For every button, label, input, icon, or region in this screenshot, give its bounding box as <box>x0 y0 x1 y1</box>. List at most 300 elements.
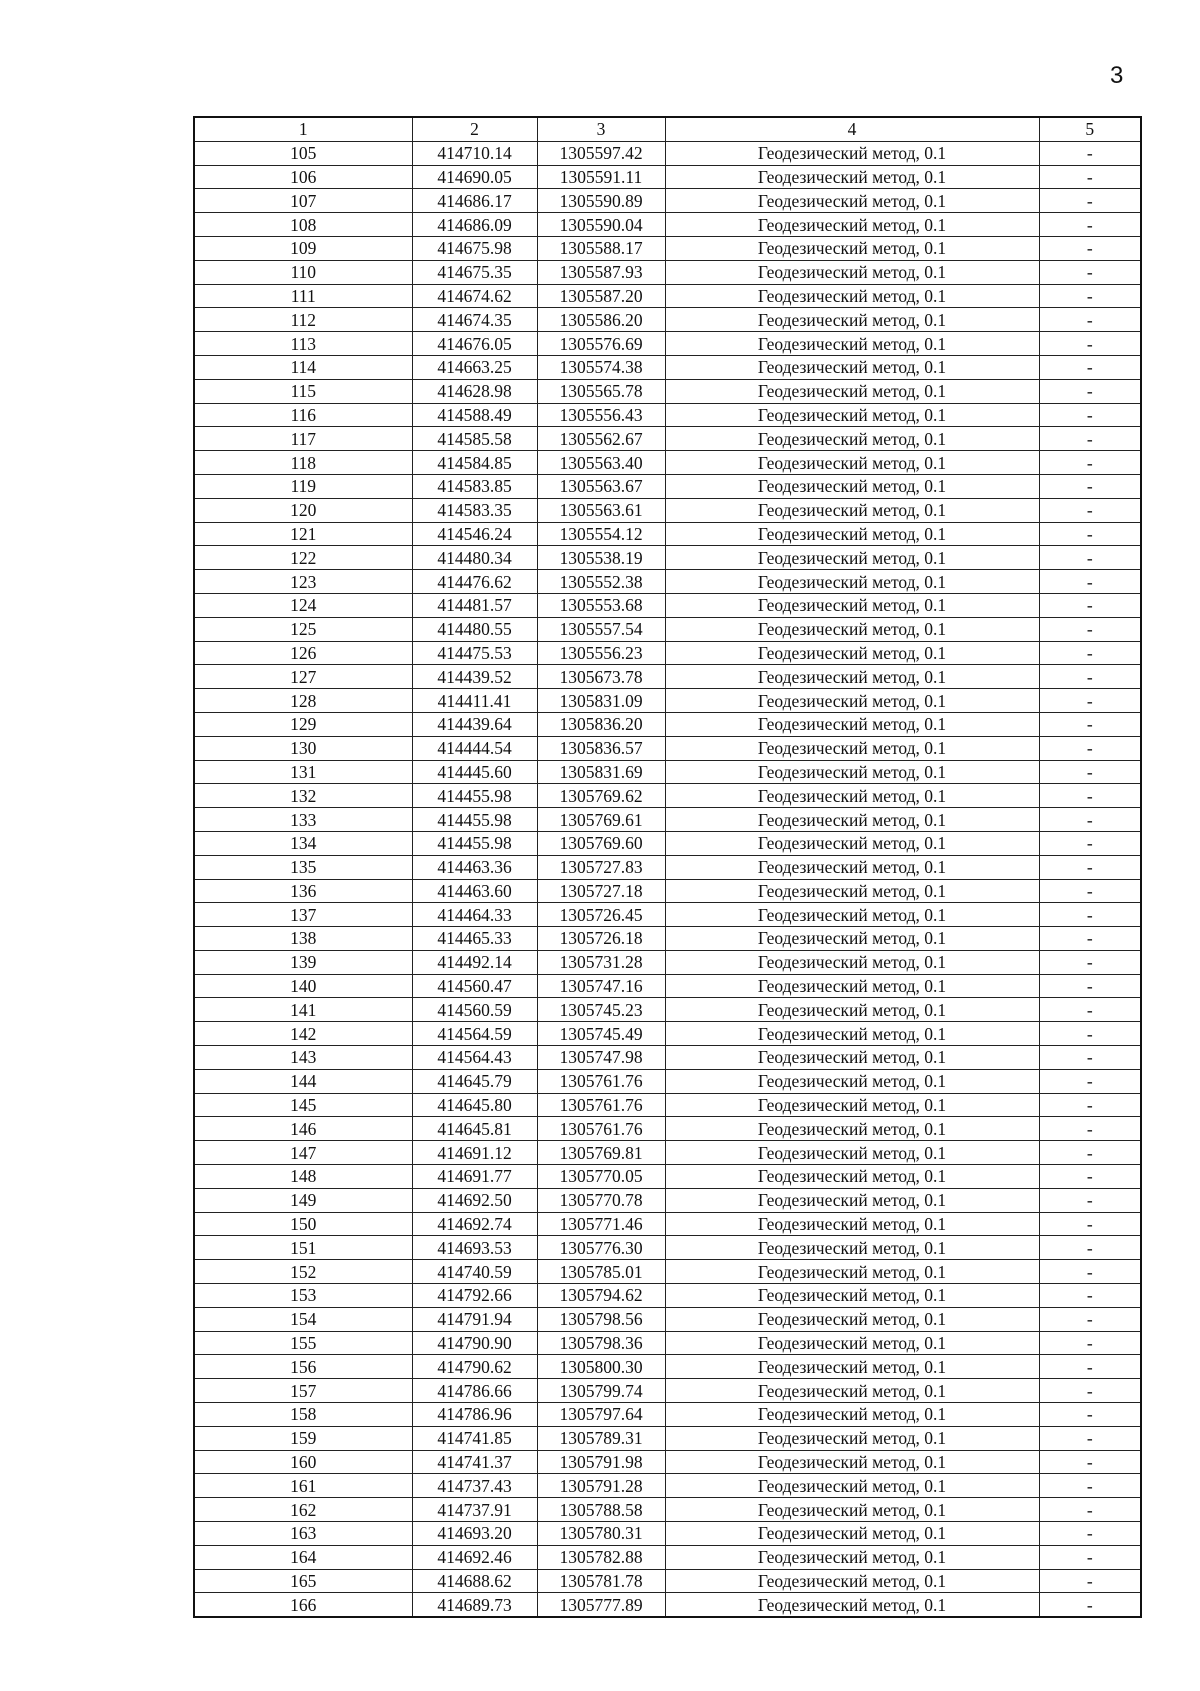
cell-description: - <box>1039 855 1141 879</box>
cell-description: - <box>1039 1212 1141 1236</box>
cell-description: - <box>1039 570 1141 594</box>
cell-method: Геодезический метод, 0.1 <box>665 308 1039 332</box>
cell-y: 1305563.40 <box>537 451 665 475</box>
cell-method: Геодезический метод, 0.1 <box>665 1069 1039 1093</box>
cell-point-number: 135 <box>194 855 412 879</box>
cell-x: 414692.46 <box>412 1545 537 1569</box>
table-row <box>194 522 1141 546</box>
table-row <box>194 1307 1141 1331</box>
cell-method: Геодезический метод, 0.1 <box>665 570 1039 594</box>
cell-point-number: 148 <box>194 1165 412 1189</box>
cell-method: Геодезический метод, 0.1 <box>665 1331 1039 1355</box>
cell-y: 1305761.76 <box>537 1069 665 1093</box>
cell-point-number: 113 <box>194 332 412 356</box>
cell-y: 1305791.98 <box>537 1450 665 1474</box>
cell-x: 414411.41 <box>412 689 537 713</box>
cell-y: 1305836.20 <box>537 712 665 736</box>
cell-description: - <box>1039 1069 1141 1093</box>
cell-description: - <box>1039 1117 1141 1141</box>
cell-description: - <box>1039 1450 1141 1474</box>
cell-y: 1305780.31 <box>537 1522 665 1546</box>
cell-method: Геодезический метод, 0.1 <box>665 712 1039 736</box>
table-row <box>194 1117 1141 1141</box>
table-row <box>194 1284 1141 1308</box>
cell-y: 1305565.78 <box>537 379 665 403</box>
cell-y: 1305727.18 <box>537 879 665 903</box>
table-row <box>194 1498 1141 1522</box>
cell-method: Геодезический метод, 0.1 <box>665 1165 1039 1189</box>
cell-method: Геодезический метод, 0.1 <box>665 927 1039 951</box>
cell-description: - <box>1039 427 1141 451</box>
cell-x: 414492.14 <box>412 950 537 974</box>
cell-x: 414690.05 <box>412 165 537 189</box>
cell-description: - <box>1039 808 1141 832</box>
cell-y: 1305727.83 <box>537 855 665 879</box>
cell-point-number: 150 <box>194 1212 412 1236</box>
cell-y: 1305770.78 <box>537 1188 665 1212</box>
cell-method: Геодезический метод, 0.1 <box>665 546 1039 570</box>
cell-y: 1305770.05 <box>537 1165 665 1189</box>
page-number: 3 <box>1110 62 1124 89</box>
cell-y: 1305745.23 <box>537 998 665 1022</box>
cell-y: 1305552.38 <box>537 570 665 594</box>
header-cell-y: 3 <box>537 117 665 141</box>
cell-point-number: 143 <box>194 1046 412 1070</box>
cell-x: 414691.77 <box>412 1165 537 1189</box>
cell-point-number: 130 <box>194 736 412 760</box>
cell-x: 414588.49 <box>412 403 537 427</box>
cell-point-number: 114 <box>194 355 412 379</box>
cell-description: - <box>1039 522 1141 546</box>
table-row <box>194 1046 1141 1070</box>
table-row <box>194 165 1141 189</box>
table-row <box>194 641 1141 665</box>
cell-y: 1305556.43 <box>537 403 665 427</box>
cell-y: 1305776.30 <box>537 1236 665 1260</box>
cell-method: Геодезический метод, 0.1 <box>665 284 1039 308</box>
cell-point-number: 155 <box>194 1331 412 1355</box>
cell-method: Геодезический метод, 0.1 <box>665 1426 1039 1450</box>
cell-method: Геодезический метод, 0.1 <box>665 1450 1039 1474</box>
cell-point-number: 129 <box>194 712 412 736</box>
cell-point-number: 107 <box>194 189 412 213</box>
cell-x: 414792.66 <box>412 1284 537 1308</box>
cell-method: Геодезический метод, 0.1 <box>665 213 1039 237</box>
cell-method: Геодезический метод, 0.1 <box>665 427 1039 451</box>
coordinates-table <box>193 116 1142 1618</box>
cell-y: 1305800.30 <box>537 1355 665 1379</box>
cell-y: 1305563.61 <box>537 498 665 522</box>
cell-x: 414480.55 <box>412 617 537 641</box>
cell-x: 414455.98 <box>412 784 537 808</box>
cell-y: 1305771.46 <box>537 1212 665 1236</box>
cell-point-number: 105 <box>194 141 412 165</box>
table-row <box>194 927 1141 951</box>
table-row <box>194 308 1141 332</box>
cell-y: 1305563.67 <box>537 474 665 498</box>
cell-y: 1305586.20 <box>537 308 665 332</box>
table-row <box>194 1522 1141 1546</box>
cell-x: 414675.35 <box>412 260 537 284</box>
table-row <box>194 1450 1141 1474</box>
cell-description: - <box>1039 760 1141 784</box>
cell-method: Геодезический метод, 0.1 <box>665 974 1039 998</box>
cell-y: 1305781.78 <box>537 1569 665 1593</box>
cell-y: 1305791.28 <box>537 1474 665 1498</box>
cell-description: - <box>1039 641 1141 665</box>
table-row <box>194 855 1141 879</box>
cell-y: 1305794.62 <box>537 1284 665 1308</box>
cell-x: 414740.59 <box>412 1260 537 1284</box>
table-row <box>194 213 1141 237</box>
cell-x: 414475.53 <box>412 641 537 665</box>
cell-y: 1305588.17 <box>537 236 665 260</box>
cell-point-number: 133 <box>194 808 412 832</box>
cell-description: - <box>1039 260 1141 284</box>
table-row <box>194 998 1141 1022</box>
cell-y: 1305836.57 <box>537 736 665 760</box>
cell-y: 1305726.45 <box>537 903 665 927</box>
table-row <box>194 1260 1141 1284</box>
cell-method: Геодезический метод, 0.1 <box>665 1474 1039 1498</box>
cell-point-number: 160 <box>194 1450 412 1474</box>
cell-method: Геодезический метод, 0.1 <box>665 1212 1039 1236</box>
cell-method: Геодезический метод, 0.1 <box>665 165 1039 189</box>
header-cell-method: 4 <box>665 117 1039 141</box>
table-row <box>194 141 1141 165</box>
cell-y: 1305769.81 <box>537 1141 665 1165</box>
cell-y: 1305731.28 <box>537 950 665 974</box>
cell-x: 414439.52 <box>412 665 537 689</box>
cell-point-number: 111 <box>194 284 412 308</box>
table-row <box>194 260 1141 284</box>
cell-method: Геодезический метод, 0.1 <box>665 1022 1039 1046</box>
cell-point-number: 141 <box>194 998 412 1022</box>
cell-point-number: 162 <box>194 1498 412 1522</box>
cell-point-number: 128 <box>194 689 412 713</box>
cell-description: - <box>1039 879 1141 903</box>
cell-x: 414790.90 <box>412 1331 537 1355</box>
cell-x: 414455.98 <box>412 831 537 855</box>
cell-point-number: 138 <box>194 927 412 951</box>
cell-point-number: 121 <box>194 522 412 546</box>
cell-description: - <box>1039 974 1141 998</box>
cell-point-number: 139 <box>194 950 412 974</box>
table-row <box>194 593 1141 617</box>
table-row <box>194 760 1141 784</box>
cell-y: 1305798.56 <box>537 1307 665 1331</box>
cell-description: - <box>1039 1284 1141 1308</box>
cell-x: 414741.37 <box>412 1450 537 1474</box>
cell-y: 1305797.64 <box>537 1403 665 1427</box>
cell-y: 1305538.19 <box>537 546 665 570</box>
cell-y: 1305769.60 <box>537 831 665 855</box>
table-row <box>194 1331 1141 1355</box>
cell-y: 1305597.42 <box>537 141 665 165</box>
cell-x: 414645.81 <box>412 1117 537 1141</box>
cell-description: - <box>1039 1093 1141 1117</box>
cell-method: Геодезический метод, 0.1 <box>665 1188 1039 1212</box>
table-row <box>194 617 1141 641</box>
table-row <box>194 1355 1141 1379</box>
cell-method: Геодезический метод, 0.1 <box>665 665 1039 689</box>
table-body <box>194 141 1141 1617</box>
cell-description: - <box>1039 927 1141 951</box>
cell-x: 414444.54 <box>412 736 537 760</box>
table-row <box>194 1022 1141 1046</box>
cell-y: 1305782.88 <box>537 1545 665 1569</box>
cell-x: 414692.74 <box>412 1212 537 1236</box>
cell-description: - <box>1039 1046 1141 1070</box>
cell-description: - <box>1039 1236 1141 1260</box>
cell-description: - <box>1039 451 1141 475</box>
cell-method: Геодезический метод, 0.1 <box>665 332 1039 356</box>
cell-x: 414692.50 <box>412 1188 537 1212</box>
cell-description: - <box>1039 1141 1141 1165</box>
cell-point-number: 161 <box>194 1474 412 1498</box>
cell-x: 414564.59 <box>412 1022 537 1046</box>
cell-x: 414737.91 <box>412 1498 537 1522</box>
cell-point-number: 106 <box>194 165 412 189</box>
cell-description: - <box>1039 1474 1141 1498</box>
table-row <box>194 1212 1141 1236</box>
cell-x: 414583.35 <box>412 498 537 522</box>
cell-y: 1305576.69 <box>537 332 665 356</box>
table-row <box>194 403 1141 427</box>
cell-point-number: 154 <box>194 1307 412 1331</box>
cell-method: Геодезический метод, 0.1 <box>665 784 1039 808</box>
table-row <box>194 1379 1141 1403</box>
cell-point-number: 109 <box>194 236 412 260</box>
cell-x: 414480.34 <box>412 546 537 570</box>
cell-y: 1305831.69 <box>537 760 665 784</box>
cell-x: 414455.98 <box>412 808 537 832</box>
table-row <box>194 903 1141 927</box>
cell-x: 414546.24 <box>412 522 537 546</box>
cell-description: - <box>1039 1022 1141 1046</box>
cell-method: Геодезический метод, 0.1 <box>665 593 1039 617</box>
cell-method: Геодезический метод, 0.1 <box>665 474 1039 498</box>
cell-y: 1305553.68 <box>537 593 665 617</box>
cell-point-number: 126 <box>194 641 412 665</box>
cell-point-number: 112 <box>194 308 412 332</box>
cell-x: 414674.62 <box>412 284 537 308</box>
cell-y: 1305574.38 <box>537 355 665 379</box>
cell-point-number: 158 <box>194 1403 412 1427</box>
table-row <box>194 332 1141 356</box>
cell-x: 414645.79 <box>412 1069 537 1093</box>
cell-method: Геодезический метод, 0.1 <box>665 1403 1039 1427</box>
cell-x: 414741.85 <box>412 1426 537 1450</box>
cell-point-number: 123 <box>194 570 412 594</box>
table-row <box>194 1236 1141 1260</box>
cell-y: 1305745.49 <box>537 1022 665 1046</box>
cell-description: - <box>1039 712 1141 736</box>
table-row <box>194 1545 1141 1569</box>
cell-method: Геодезический метод, 0.1 <box>665 950 1039 974</box>
cell-y: 1305785.01 <box>537 1260 665 1284</box>
cell-method: Геодезический метод, 0.1 <box>665 831 1039 855</box>
cell-x: 414583.85 <box>412 474 537 498</box>
cell-x: 414786.96 <box>412 1403 537 1427</box>
cell-description: - <box>1039 1569 1141 1593</box>
cell-y: 1305798.36 <box>537 1331 665 1355</box>
cell-method: Геодезический метод, 0.1 <box>665 498 1039 522</box>
cell-point-number: 125 <box>194 617 412 641</box>
cell-description: - <box>1039 141 1141 165</box>
cell-method: Геодезический метод, 0.1 <box>665 855 1039 879</box>
cell-y: 1305769.61 <box>537 808 665 832</box>
cell-description: - <box>1039 903 1141 927</box>
cell-y: 1305769.62 <box>537 784 665 808</box>
cell-method: Геодезический метод, 0.1 <box>665 1236 1039 1260</box>
cell-method: Геодезический метод, 0.1 <box>665 1545 1039 1569</box>
cell-method: Геодезический метод, 0.1 <box>665 879 1039 903</box>
cell-y: 1305590.89 <box>537 189 665 213</box>
table-row <box>194 1188 1141 1212</box>
table-row <box>194 1569 1141 1593</box>
cell-point-number: 115 <box>194 379 412 403</box>
table-row <box>194 808 1141 832</box>
cell-description: - <box>1039 1403 1141 1427</box>
cell-description: - <box>1039 1355 1141 1379</box>
table-row <box>194 831 1141 855</box>
cell-method: Геодезический метод, 0.1 <box>665 736 1039 760</box>
cell-point-number: 149 <box>194 1188 412 1212</box>
header-row <box>194 117 1141 141</box>
cell-method: Геодезический метод, 0.1 <box>665 808 1039 832</box>
cell-method: Геодезический метод, 0.1 <box>665 1046 1039 1070</box>
cell-method: Геодезический метод, 0.1 <box>665 689 1039 713</box>
table-row <box>194 1474 1141 1498</box>
table-row <box>194 1093 1141 1117</box>
header-cell-x: 2 <box>412 117 537 141</box>
cell-y: 1305587.20 <box>537 284 665 308</box>
cell-x: 414463.60 <box>412 879 537 903</box>
cell-x: 414465.33 <box>412 927 537 951</box>
cell-y: 1305761.76 <box>537 1093 665 1117</box>
cell-description: - <box>1039 1165 1141 1189</box>
cell-x: 414481.57 <box>412 593 537 617</box>
cell-description: - <box>1039 1260 1141 1284</box>
cell-y: 1305554.12 <box>537 522 665 546</box>
table-row <box>194 1069 1141 1093</box>
cell-description: - <box>1039 546 1141 570</box>
cell-x: 414476.62 <box>412 570 537 594</box>
cell-description: - <box>1039 1307 1141 1331</box>
cell-description: - <box>1039 498 1141 522</box>
cell-y: 1305673.78 <box>537 665 665 689</box>
cell-description: - <box>1039 665 1141 689</box>
cell-method: Геодезический метод, 0.1 <box>665 1307 1039 1331</box>
cell-method: Геодезический метод, 0.1 <box>665 641 1039 665</box>
cell-description: - <box>1039 1379 1141 1403</box>
cell-point-number: 163 <box>194 1522 412 1546</box>
cell-y: 1305726.18 <box>537 927 665 951</box>
cell-description: - <box>1039 1498 1141 1522</box>
cell-y: 1305747.16 <box>537 974 665 998</box>
cell-x: 414645.80 <box>412 1093 537 1117</box>
cell-method: Геодезический метод, 0.1 <box>665 236 1039 260</box>
cell-method: Геодезический метод, 0.1 <box>665 1498 1039 1522</box>
cell-description: - <box>1039 736 1141 760</box>
table-row <box>194 689 1141 713</box>
cell-y: 1305777.89 <box>537 1593 665 1617</box>
table-row <box>194 665 1141 689</box>
cell-point-number: 116 <box>194 403 412 427</box>
cell-point-number: 136 <box>194 879 412 903</box>
cell-point-number: 132 <box>194 784 412 808</box>
cell-description: - <box>1039 1188 1141 1212</box>
cell-point-number: 164 <box>194 1545 412 1569</box>
table-row <box>194 1165 1141 1189</box>
table-row <box>194 451 1141 475</box>
cell-x: 414585.58 <box>412 427 537 451</box>
cell-x: 414663.25 <box>412 355 537 379</box>
cell-x: 414439.64 <box>412 712 537 736</box>
cell-x: 414693.53 <box>412 1236 537 1260</box>
cell-point-number: 140 <box>194 974 412 998</box>
cell-method: Геодезический метод, 0.1 <box>665 1569 1039 1593</box>
cell-y: 1305556.23 <box>537 641 665 665</box>
cell-point-number: 156 <box>194 1355 412 1379</box>
table-row <box>194 355 1141 379</box>
cell-x: 414463.36 <box>412 855 537 879</box>
cell-x: 414786.66 <box>412 1379 537 1403</box>
cell-x: 414686.09 <box>412 213 537 237</box>
cell-point-number: 127 <box>194 665 412 689</box>
cell-x: 414584.85 <box>412 451 537 475</box>
cell-point-number: 159 <box>194 1426 412 1450</box>
cell-method: Геодезический метод, 0.1 <box>665 260 1039 284</box>
table-row <box>194 427 1141 451</box>
cell-point-number: 166 <box>194 1593 412 1617</box>
table-row <box>194 236 1141 260</box>
cell-point-number: 118 <box>194 451 412 475</box>
table-row <box>194 379 1141 403</box>
cell-method: Геодезический метод, 0.1 <box>665 522 1039 546</box>
cell-point-number: 124 <box>194 593 412 617</box>
cell-description: - <box>1039 165 1141 189</box>
cell-description: - <box>1039 189 1141 213</box>
cell-y: 1305789.31 <box>537 1426 665 1450</box>
table-row <box>194 1403 1141 1427</box>
cell-description: - <box>1039 355 1141 379</box>
cell-point-number: 122 <box>194 546 412 570</box>
cell-point-number: 151 <box>194 1236 412 1260</box>
cell-point-number: 117 <box>194 427 412 451</box>
header-cell-point-number: 1 <box>194 117 412 141</box>
cell-point-number: 153 <box>194 1284 412 1308</box>
cell-method: Геодезический метод, 0.1 <box>665 379 1039 403</box>
cell-description: - <box>1039 403 1141 427</box>
cell-x: 414689.73 <box>412 1593 537 1617</box>
cell-x: 414710.14 <box>412 141 537 165</box>
cell-x: 414464.33 <box>412 903 537 927</box>
cell-point-number: 134 <box>194 831 412 855</box>
cell-x: 414693.20 <box>412 1522 537 1546</box>
cell-method: Геодезический метод, 0.1 <box>665 617 1039 641</box>
cell-point-number: 137 <box>194 903 412 927</box>
cell-method: Геодезический метод, 0.1 <box>665 1379 1039 1403</box>
cell-description: - <box>1039 1426 1141 1450</box>
cell-x: 414686.17 <box>412 189 537 213</box>
table-row <box>194 474 1141 498</box>
cell-point-number: 165 <box>194 1569 412 1593</box>
table-row <box>194 736 1141 760</box>
table-row <box>194 712 1141 736</box>
cell-method: Геодезический метод, 0.1 <box>665 451 1039 475</box>
